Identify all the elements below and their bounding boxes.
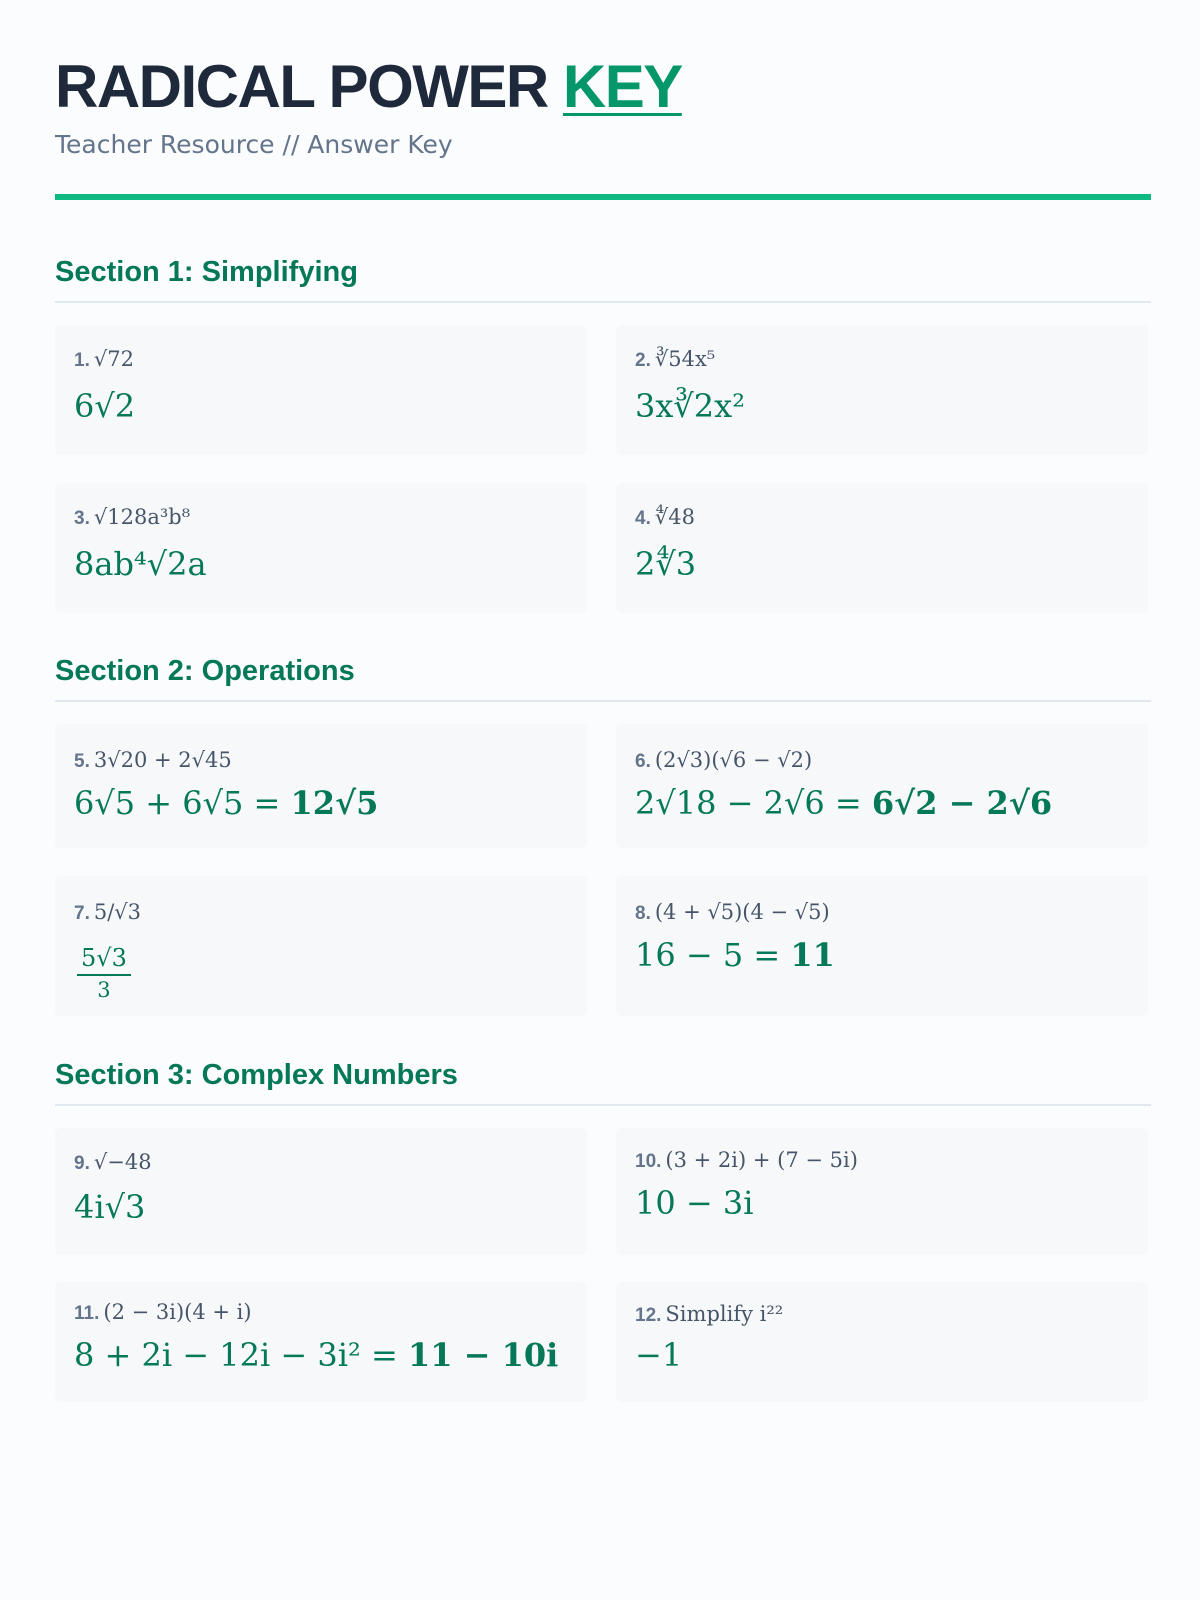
problem-answer: 3x∛2x²: [635, 387, 746, 425]
problem-prompt: 5. 3√20 + 2√45: [74, 748, 232, 772]
title-main: RADICAL POWER: [55, 53, 548, 120]
problem-prompt: 10. (3 + 2i) + (7 − 5i): [635, 1148, 858, 1172]
problem-answer: 6√5 + 6√5 = 12√5: [74, 784, 379, 822]
fraction-denominator: 3: [97, 978, 111, 1002]
problem-card-10: [616, 1128, 1148, 1255]
problem-prompt: 8. (4 + √5)(4 − √5): [635, 900, 830, 924]
problem-card-6: [616, 724, 1148, 848]
problem-card-8: [616, 876, 1148, 1016]
section-3-title: Section 3: Complex Numbers: [55, 1059, 458, 1091]
section-1-title: Section 1: Simplifying: [55, 256, 358, 288]
problem-prompt: 3. √128a³b⁸: [74, 505, 191, 529]
fraction-numerator: 5√3: [77, 944, 131, 976]
section-1-divider: [55, 301, 1151, 303]
problem-answer: 6√2: [74, 387, 136, 425]
section-3-divider: [55, 1104, 1151, 1106]
problem-prompt: 7. 5/√3: [74, 900, 142, 924]
problem-prompt: 4. ∜48: [635, 505, 695, 529]
problem-answer: 16 − 5 = 11: [635, 936, 835, 974]
header-divider: [55, 194, 1151, 200]
problem-answer-fraction: [77, 944, 131, 1002]
problem-answer: −1: [635, 1336, 683, 1374]
problem-prompt: 12. Simplify i²²: [635, 1302, 784, 1326]
problem-answer: 10 − 3i: [635, 1184, 754, 1222]
problem-card-5: [55, 724, 587, 848]
problem-card-7: [55, 876, 587, 1016]
problem-prompt: 11. (2 − 3i)(4 + i): [74, 1300, 252, 1324]
problem-card-3: [55, 483, 587, 613]
problem-card-12: [616, 1282, 1148, 1402]
page-title: [55, 52, 682, 122]
problem-answer: 2∜3: [635, 545, 697, 583]
problem-prompt: 1. √72: [74, 347, 134, 371]
problem-card-9: [55, 1128, 587, 1255]
problem-card-11: [55, 1282, 587, 1402]
problem-card-1: [55, 325, 587, 455]
problem-card-2: [616, 325, 1148, 455]
title-accent: KEY: [562, 53, 682, 120]
problem-card-4: [616, 483, 1148, 613]
page-subtitle: Teacher Resource // Answer Key: [55, 130, 453, 159]
problem-answer: 4i√3: [74, 1188, 146, 1226]
problem-answer: 2√18 − 2√6 = 6√2 − 2√6: [635, 784, 1053, 822]
problem-prompt: 6. (2√3)(√6 − √2): [635, 748, 813, 772]
problem-prompt: 2. ∛54x⁵: [635, 347, 716, 371]
problem-answer: 8ab⁴√2a: [74, 545, 207, 583]
section-2-divider: [55, 700, 1151, 702]
problem-prompt: 9. √−48: [74, 1150, 152, 1174]
problem-answer: 8 + 2i − 12i − 3i² = 11 − 10i: [74, 1336, 559, 1374]
section-2-title: Section 2: Operations: [55, 655, 355, 687]
